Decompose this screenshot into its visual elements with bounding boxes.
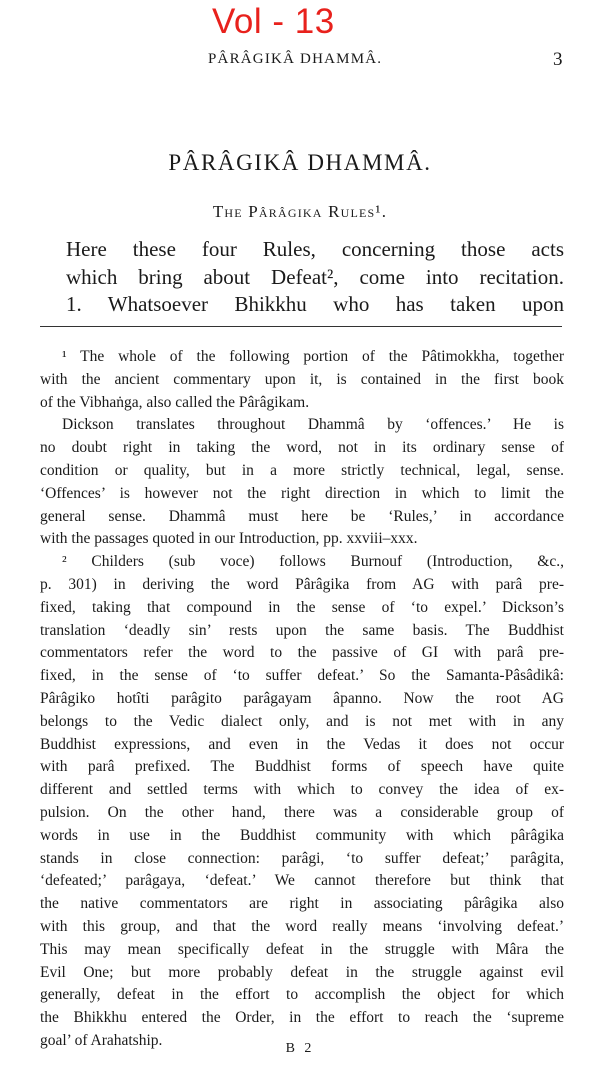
footnote-rule [40, 326, 562, 327]
footnote-line: pulsion. On the other hand, there was a considerable group of [40, 803, 564, 821]
footnote-line: This may mean specifically defeat in the struggle with Mâra the [40, 940, 564, 958]
footnote-line: stands in close connection: parâgi, ‘to suffer defeat;’ parâgita, [40, 849, 564, 867]
footnote-line: belongs to the Vedic dialect only, and is not met with in any [40, 712, 564, 730]
footnote-line: fixed, in the sense of ‘to suffer defeat.’ So the Samanta-Pâsâdikâ: [40, 667, 564, 685]
footnotes [40, 346, 564, 1053]
footnote-line: goal’ of Arahatship. [40, 1031, 163, 1049]
footnote-line: with parâ prefixed. The Buddhist forms of speech have quite [40, 758, 564, 776]
footnote-line: words in use in the Buddhist community with which pârâgika [40, 826, 564, 844]
footnote-line: commentators refer the word to the passive of GI with parâ pre- [40, 644, 564, 662]
signature-mark: B 2 [285, 1041, 315, 1056]
footnote-line: of the Vibhaṅga, also called the Pârâgikam. [40, 393, 310, 411]
footnote-line: Evil One; but more probably defeat in the struggle against evil [40, 963, 564, 981]
footnote-line: with the ancient commentary upon it, is contained in the first book [40, 370, 564, 388]
chapter-title: PÂRÂGIKÂ DHAMMÂ. [168, 150, 432, 175]
footnote-line: with the passages quoted in our Introduction, pp. xxviii–xxx. [40, 530, 418, 548]
body-line: which bring about Defeat², come into recitation. [66, 264, 564, 289]
footnote-line: different and settled terms with which to convey the idea of ex- [40, 781, 564, 799]
footnote-line: ¹ The whole of the following portion of the Pâtimokkha, together [62, 348, 564, 365]
section-subtitle: The Pârâgika Rules¹. [212, 202, 388, 221]
footnote-line: ‘defeated;’ parâgaya, ‘defeat.’ We cannot therefore but think that [40, 872, 564, 890]
footnote-line: general sense. Dhammâ must here be ‘Rules,’ in accordance [40, 507, 564, 525]
footnote-line: p. 301) in deriving the word Pârâgika from AG with parâ pre- [40, 575, 564, 593]
footnote-line: ² Childers (sub voce) follows Burnouf (Introduction, &c., [62, 553, 564, 571]
running-head [0, 51, 600, 71]
footnote-line: fixed, taking that compound in the sense of ‘to expel.’ Dickson’s [40, 598, 564, 616]
footnote-line: with this group, and that the word really means ‘involving defeat.’ [40, 917, 564, 935]
footnote-line: condition or quality, but in a more strictly technical, legal, sense. [40, 461, 564, 479]
footnote-line: translation ‘deadly sin’ rests upon the same basis. The Buddhist [40, 621, 564, 639]
running-title: PÂRÂGIKÂ DHAMMÂ. [208, 51, 383, 67]
footnote-line: Pârâgiko hotîti parâgito parâgayam âpanno. Now the root AG [40, 689, 564, 707]
body-line: Here these four Rules, concerning those acts [66, 237, 564, 261]
footnote-line: ‘Offences’ is however not the right direction in which to limit the [40, 484, 564, 502]
body-line: 1. Whatsoever Bhikkhu who has taken upon [66, 292, 564, 316]
footnote-line: the native commentators are right in associating pârâgika also [40, 895, 564, 913]
volume-label: Vol - 13 [212, 2, 335, 41]
footnote-line: the Bhikkhu entered the Order, in the effort to reach the ‘supreme [40, 1009, 564, 1027]
body-text [66, 236, 564, 319]
page-number: 3 [553, 49, 563, 70]
footnote-line: no doubt right in taking the word, not in its ordinary sense of [40, 439, 564, 457]
footnote-line: generally, defeat in the effort to accomplish the object for which [40, 986, 564, 1004]
footnote-line: Buddhist expressions, and even in the Vedas it does not occur [40, 735, 564, 753]
footnote-line: Dickson translates throughout Dhammâ by ‘offences.’ He is [62, 416, 564, 434]
